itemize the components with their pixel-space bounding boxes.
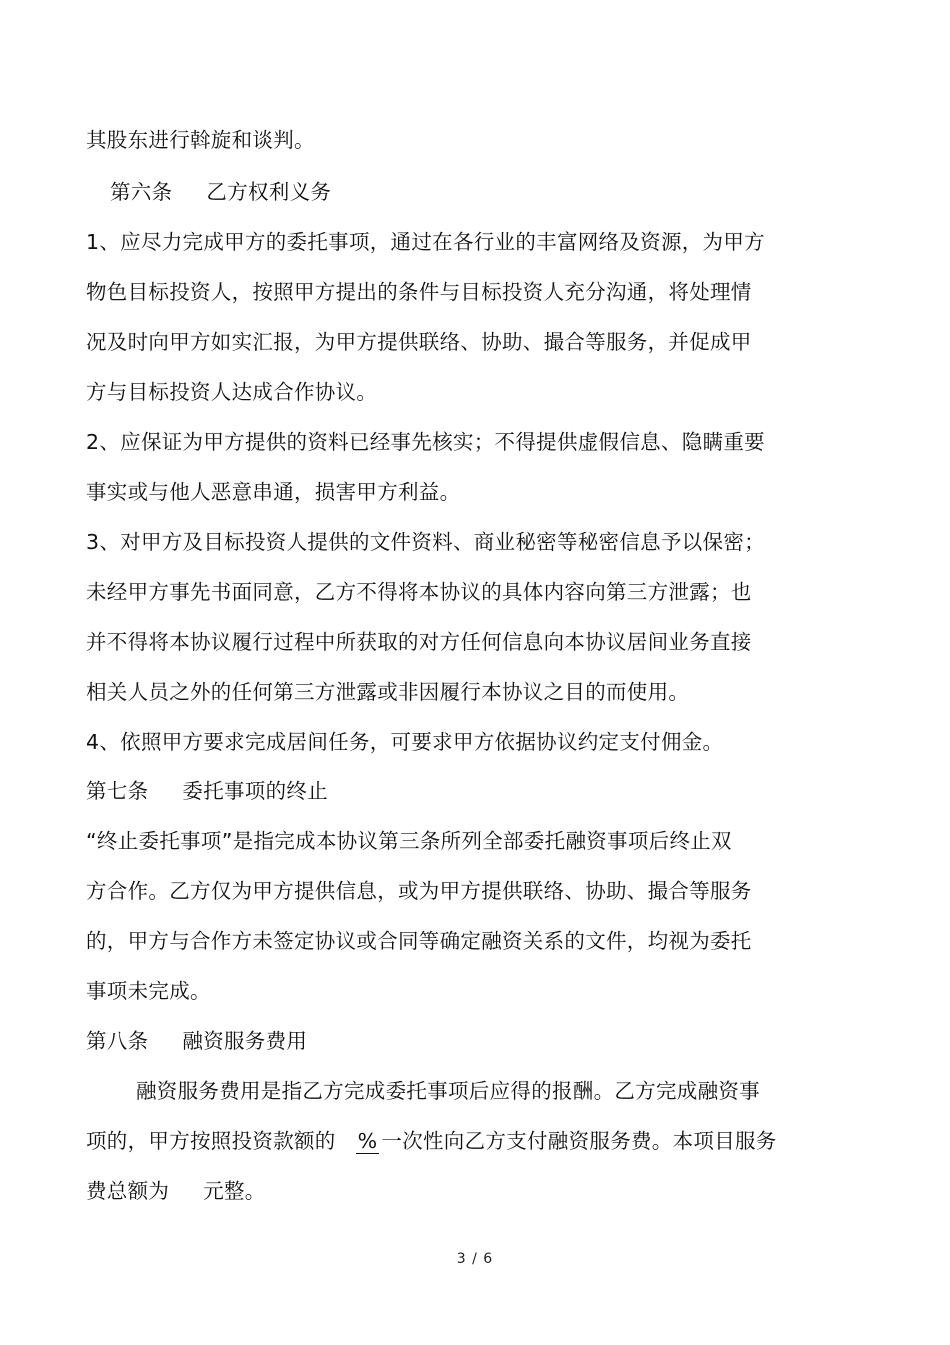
body-line: 的，甲方与合作方未签定协议或合同等确定融资关系的文件，均视为委托 — [86, 929, 752, 953]
article-8-heading — [86, 1028, 307, 1054]
body-line: 1、应尽力完成甲方的委托事项，通过在各行业的丰富网络及资源，为甲方 — [86, 230, 765, 254]
body-line: 相关人员之外的任何第三方泄露或非因履行本协议之目的而使用。 — [86, 680, 690, 704]
article-7-heading — [86, 778, 328, 804]
body-line: 事项未完成。 — [86, 979, 211, 1003]
fee-total-line — [86, 1178, 266, 1204]
fee-total-label: 费总额为 — [86, 1179, 170, 1203]
fee-text-before: 项的，甲方按照投资款额的 — [86, 1129, 336, 1153]
page-number: 3 / 6 — [456, 1251, 494, 1267]
body-line: 未经甲方事先书面同意，乙方不得将本协议的具体内容向第三方泄露；也 — [86, 580, 752, 604]
body-line: 2、应保证为甲方提供的资料已经事先核实；不得提供虚假信息、隐瞒重要 — [86, 430, 765, 454]
body-line: 其股东进行斡旋和谈判。 — [86, 128, 315, 152]
article-title: 融资服务费用 — [182, 1029, 308, 1053]
fee-text-after: 一次性向乙方支付融资服务费。本项目服务 — [381, 1129, 777, 1153]
body-line: 融资服务费用是指乙方完成委托事项后应得的报酬。乙方完成融资事 — [136, 1079, 760, 1103]
fee-total-unit: 元整。 — [203, 1179, 266, 1203]
article-title: 乙方权利义务 — [206, 180, 332, 204]
fee-percentage-line — [86, 1128, 777, 1154]
body-line: 况及时向甲方如实汇报，为甲方提供联络、协助、撮合等服务，并促成甲 — [86, 330, 752, 354]
body-line: 并不得将本协议履行过程中所获取的对方任何信息向本协议居间业务直接 — [86, 630, 752, 654]
article-6-heading — [110, 179, 331, 205]
body-line: 方合作。乙方仅为甲方提供信息，或为甲方提供联络、协助、撮合等服务 — [86, 879, 752, 903]
body-line: 4、依照甲方要求完成居间任务，可要求甲方依据协议约定支付佣金。 — [86, 730, 724, 754]
body-line: “终止委托事项”是指完成本协议第三条所列全部委托融资事项后终止双 — [86, 829, 732, 853]
article-number: 第六条 — [110, 180, 173, 204]
article-number: 第七条 — [86, 779, 149, 803]
article-title: 委托事项的终止 — [182, 779, 329, 803]
body-line: 3、对甲方及目标投资人提供的文件资料、商业秘密等秘密信息予以保密； — [86, 530, 765, 554]
percentage-blank: % — [357, 1129, 378, 1153]
body-line: 方与目标投资人达成合作协议。 — [86, 380, 378, 404]
body-line: 事实或与他人恶意串通，损害甲方利益。 — [86, 480, 461, 504]
body-line: 物色目标投资人，按照甲方提出的条件与目标投资人充分沟通，将处理情 — [86, 280, 752, 304]
article-number: 第八条 — [86, 1029, 149, 1053]
